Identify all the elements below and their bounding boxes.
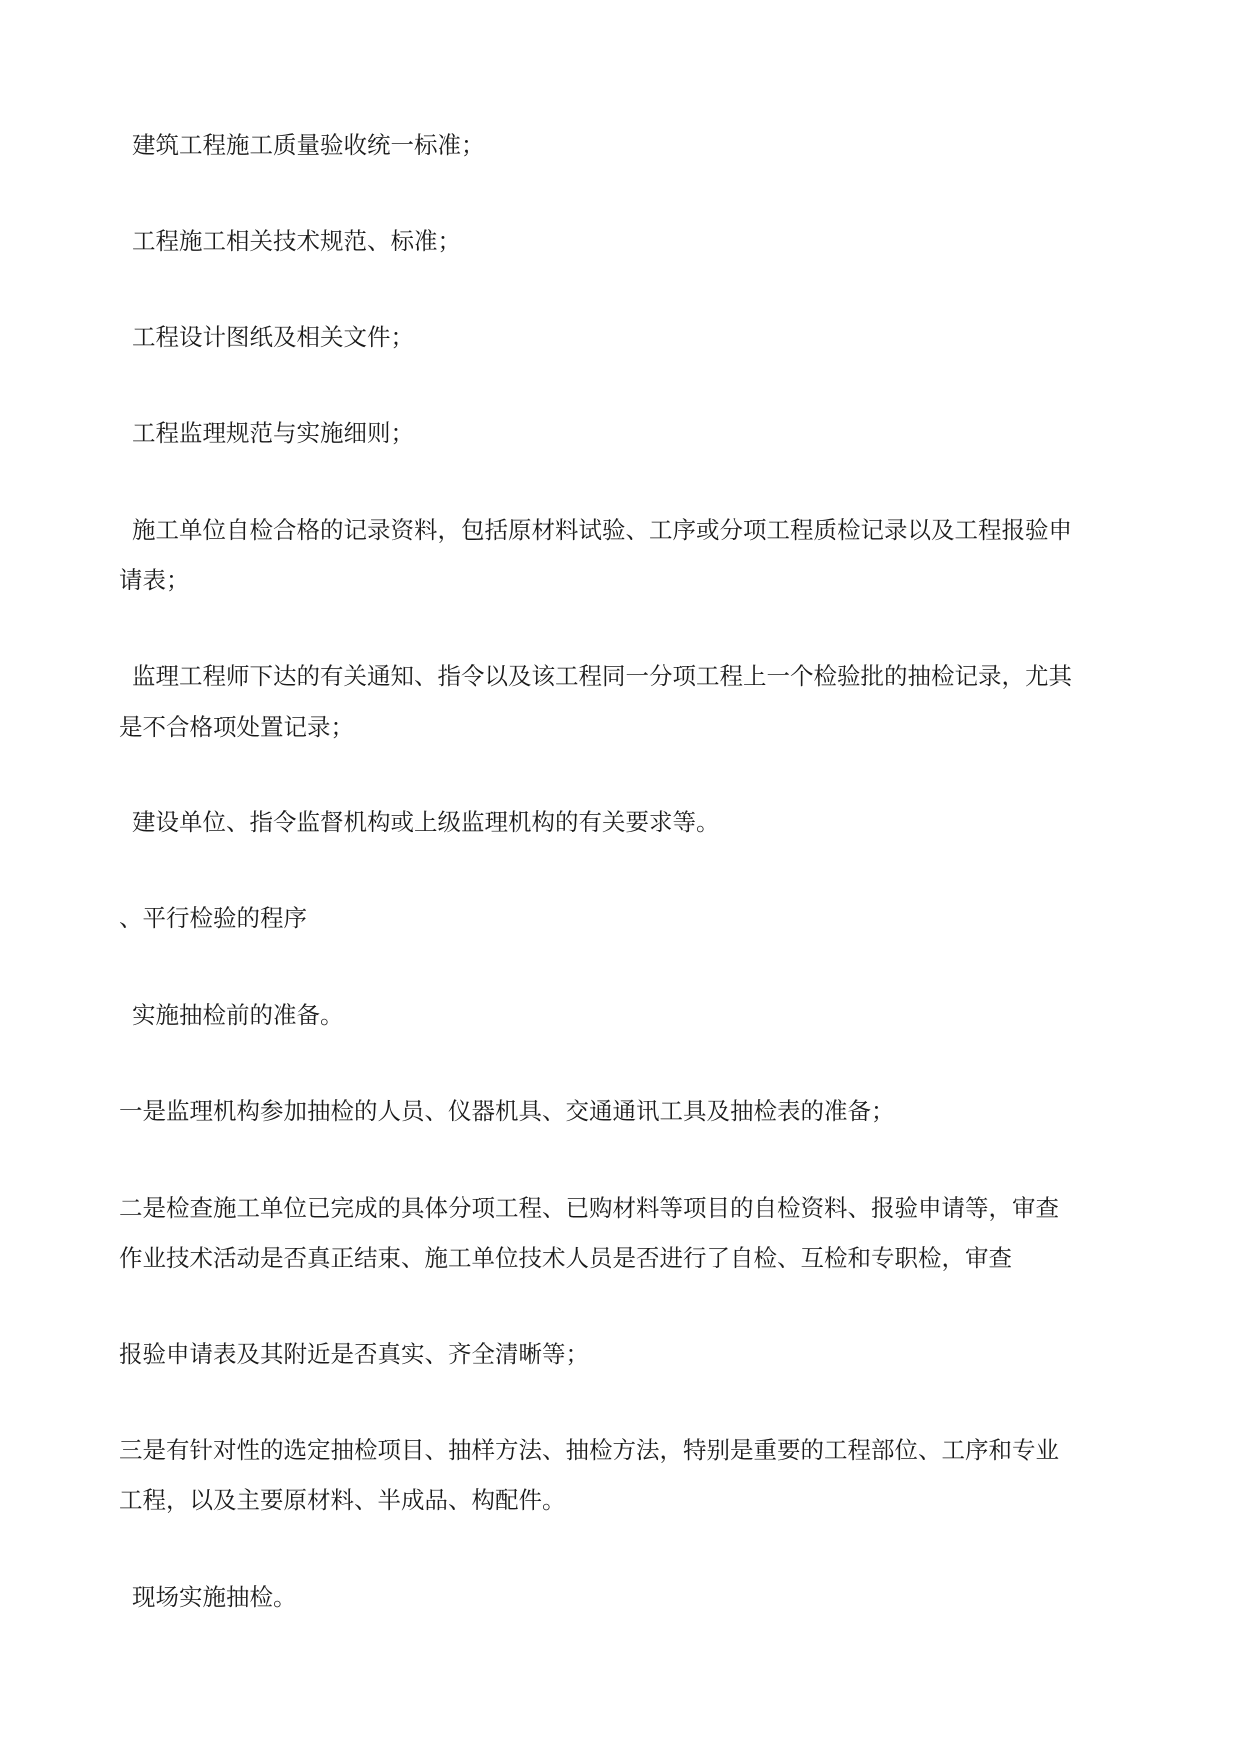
basis-line-2: 工程施工相关技术规范、标准； (132, 227, 461, 255)
basis-line-6-continued: 是不合格项处置记录； (119, 713, 354, 741)
preparation-item-2: 二是检查施工单位已完成的具体分项工程、已购材料等项目的自检资料、报验申请等，审查 (119, 1194, 1059, 1222)
basis-line-6: 监理工程师下达的有关通知、指令以及该工程同一分项工程上一个检验批的抽检记录，尤其 (132, 662, 1072, 690)
basis-line-5-continued: 请表； (119, 566, 190, 594)
basis-line-3: 工程设计图纸及相关文件； (132, 323, 414, 351)
preparation-item-1: 一是监理机构参加抽检的人员、仪器机具、交通通讯工具及抽检表的准备； (119, 1097, 895, 1125)
step-onsite-heading: 现场实施抽检。 (132, 1583, 297, 1611)
preparation-item-3: 三是有针对性的选定抽检项目、抽样方法、抽检方法，特别是重要的工程部位、工序和专业 (119, 1436, 1059, 1464)
basis-line-1: 建筑工程施工质量验收统一标准； (132, 131, 485, 159)
basis-line-5: 施工单位自检合格的记录资料，包括原材料试验、工序或分项工程质检记录以及工程报验申 (132, 516, 1072, 544)
basis-line-4: 工程监理规范与实施细则； (132, 419, 414, 447)
preparation-item-2-continued-2: 报验申请表及其附近是否真实、齐全清晰等； (119, 1340, 589, 1368)
step-preparation-heading: 实施抽检前的准备。 (132, 1001, 344, 1029)
basis-line-7: 建设单位、指令监督机构或上级监理机构的有关要求等。 (132, 808, 720, 836)
preparation-item-2-continued: 作业技术活动是否真正结束、施工单位技术人员是否进行了自检、互检和专职检，审查 (119, 1244, 1012, 1272)
section-heading: 、平行检验的程序 (119, 904, 307, 932)
preparation-item-3-continued: 工程，以及主要原材料、半成品、构配件。 (119, 1486, 566, 1514)
